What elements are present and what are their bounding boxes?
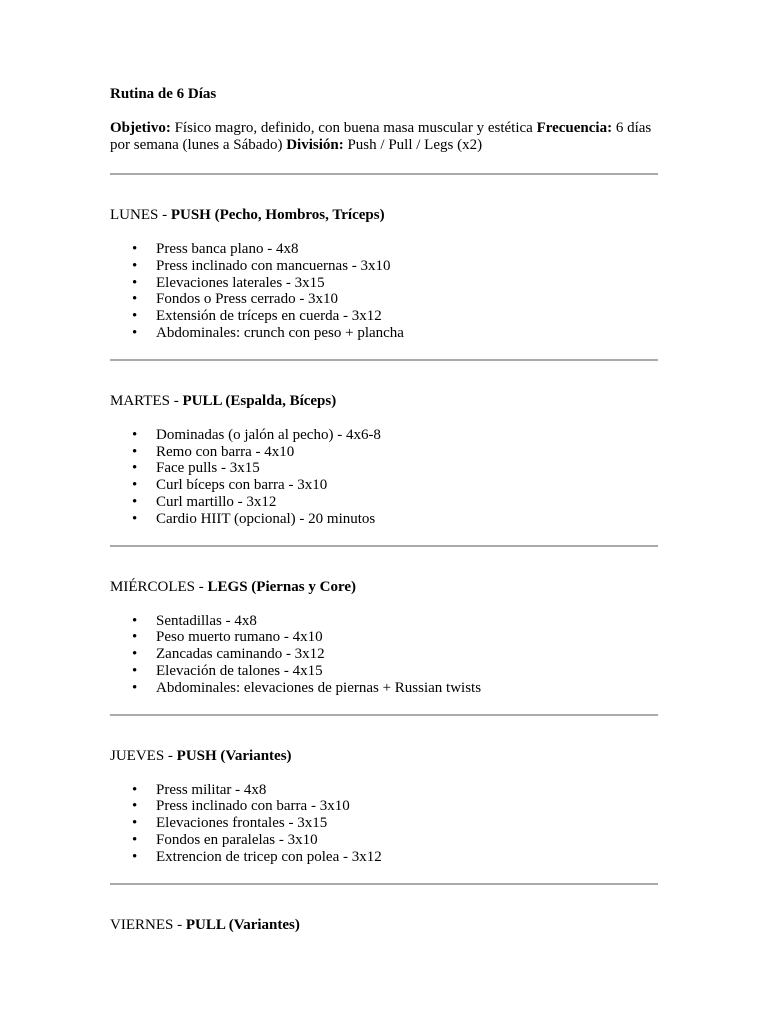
list-item [132,308,658,325]
exercise-text: Fondos o Press cerrado - 3x10 [156,291,339,308]
exercise-text: Sentadillas - 4x8 [156,612,257,629]
exercise-text: Curl bíceps con barra - 3x10 [156,477,328,494]
horizontal-divider [110,545,658,547]
horizontal-divider [110,883,658,885]
bullet-icon: • [132,324,138,341]
section-day: LUNES [110,207,159,223]
list-item [132,241,658,258]
exercise-list [110,241,658,342]
bullet-icon: • [132,291,138,308]
division-text: Push / Pull / Legs (x2) [347,137,483,153]
list-item [132,510,658,528]
bullet-icon: • [132,443,138,460]
list-item [132,257,658,275]
bullet-icon: • [132,460,138,477]
bullet-icon: • [132,798,138,815]
section-separator: - [173,916,186,933]
list-item [132,662,658,680]
section-day: MIÉRCOLES [110,578,196,595]
list-item [132,798,658,815]
section-detail: PULL (Variantes) [185,916,300,933]
exercise-text: Abdominales: elevaciones de piernas + Russian twists [156,679,482,696]
section-heading [110,579,658,596]
list-item [132,679,658,697]
bullet-icon: • [132,510,138,527]
section-detail: LEGS (Piernas y Core) [207,578,356,595]
exercise-text: Peso muerto rumano - 4x10 [156,629,323,646]
horizontal-divider [110,714,658,716]
exercise-text: Press militar - 4x8 [156,781,267,798]
exercise-text: Elevaciones laterales - 3x15 [156,274,325,291]
section-day: JUEVES [110,747,165,764]
section-heading [110,917,658,934]
bullet-icon: • [132,662,138,679]
bullet-icon: • [132,679,138,696]
list-item [132,426,658,444]
exercise-text: Zancadas caminando - 3x12 [156,646,325,663]
bullet-icon: • [132,477,138,494]
bullet-icon: • [132,629,138,646]
list-item [132,831,658,849]
section-heading [110,748,658,765]
exercise-text: Press inclinado con barra - 3x10 [156,798,350,815]
list-item [132,848,658,866]
section-day: MARTES [110,392,170,409]
exercise-list [110,782,658,866]
bullet-icon: • [132,646,138,663]
frequency-label: Frecuencia: [536,120,613,136]
list-item [132,646,658,663]
exercise-text: Remo con barra - 4x10 [156,443,295,460]
exercise-text: Face pulls - 3x15 [156,460,260,477]
bullet-icon: • [132,815,138,832]
exercise-text: Elevaciones frontales - 3x15 [156,815,328,832]
exercise-text: Elevación de talones - 4x15 [156,662,323,679]
bullet-icon: • [132,308,138,325]
frequency-text: 6 días por semana (lunes a Sábado) [110,120,652,153]
section-separator: - [158,207,171,223]
exercise-text: Press inclinado con mancuernas - 3x10 [156,257,391,274]
list-item [132,629,658,646]
list-item [132,493,658,511]
bullet-icon: • [132,848,138,865]
section-day: VIERNES [110,916,174,933]
horizontal-divider [110,359,658,361]
list-item [132,612,658,630]
section-heading [110,393,658,410]
section-detail: PULL (Espalda, Bíceps) [182,392,337,409]
section-detail: PUSH (Pecho, Hombros, Tríceps) [170,207,385,223]
list-item [132,291,658,308]
bullet-icon: • [132,274,138,291]
exercise-text: Abdominales: crunch con peso + plancha [156,324,404,341]
section-separator: - [169,392,183,409]
exercise-text: Fondos en paralelas - 3x10 [156,831,318,848]
routine-sections [110,207,658,934]
bullet-icon: • [132,493,138,510]
section-separator: - [164,747,177,764]
list-item [132,477,658,494]
intro-paragraph [110,120,658,154]
objective-label: Objetivo: [110,120,171,136]
exercise-text: Extrencion de tricep con polea - 3x12 [156,848,382,865]
horizontal-divider [110,173,658,175]
list-item [132,443,658,461]
list-item [132,274,658,292]
bullet-icon: • [132,612,138,629]
section-heading [110,207,658,224]
exercise-text: Extensión de tríceps en cuerda - 3x12 [156,308,382,325]
bullet-icon: • [132,781,138,798]
exercise-text: Cardio HIIT (opcional) - 20 minutos [156,510,376,527]
exercise-text: Press banca plano - 4x8 [156,241,299,257]
document-title: Rutina de 6 Días [110,86,217,102]
section-separator: - [195,578,208,595]
objective-text: Físico magro, definido, con buena masa muscular y estética [174,120,533,136]
exercise-text: Dominadas (o jalón al pecho) - 4x6-8 [156,426,381,443]
bullet-icon: • [132,831,138,848]
section-detail: PUSH (Variantes) [176,747,292,764]
list-item [132,815,658,832]
exercise-list [110,427,658,528]
document-page [110,86,658,934]
exercise-list [110,613,658,697]
bullet-icon: • [132,257,138,274]
exercise-text: Curl martillo - 3x12 [156,493,277,510]
list-item [132,781,658,799]
bullet-icon: • [132,241,138,257]
bullet-icon: • [132,426,138,443]
list-item [132,460,658,477]
list-item [132,324,658,342]
division-label: División: [286,137,344,153]
